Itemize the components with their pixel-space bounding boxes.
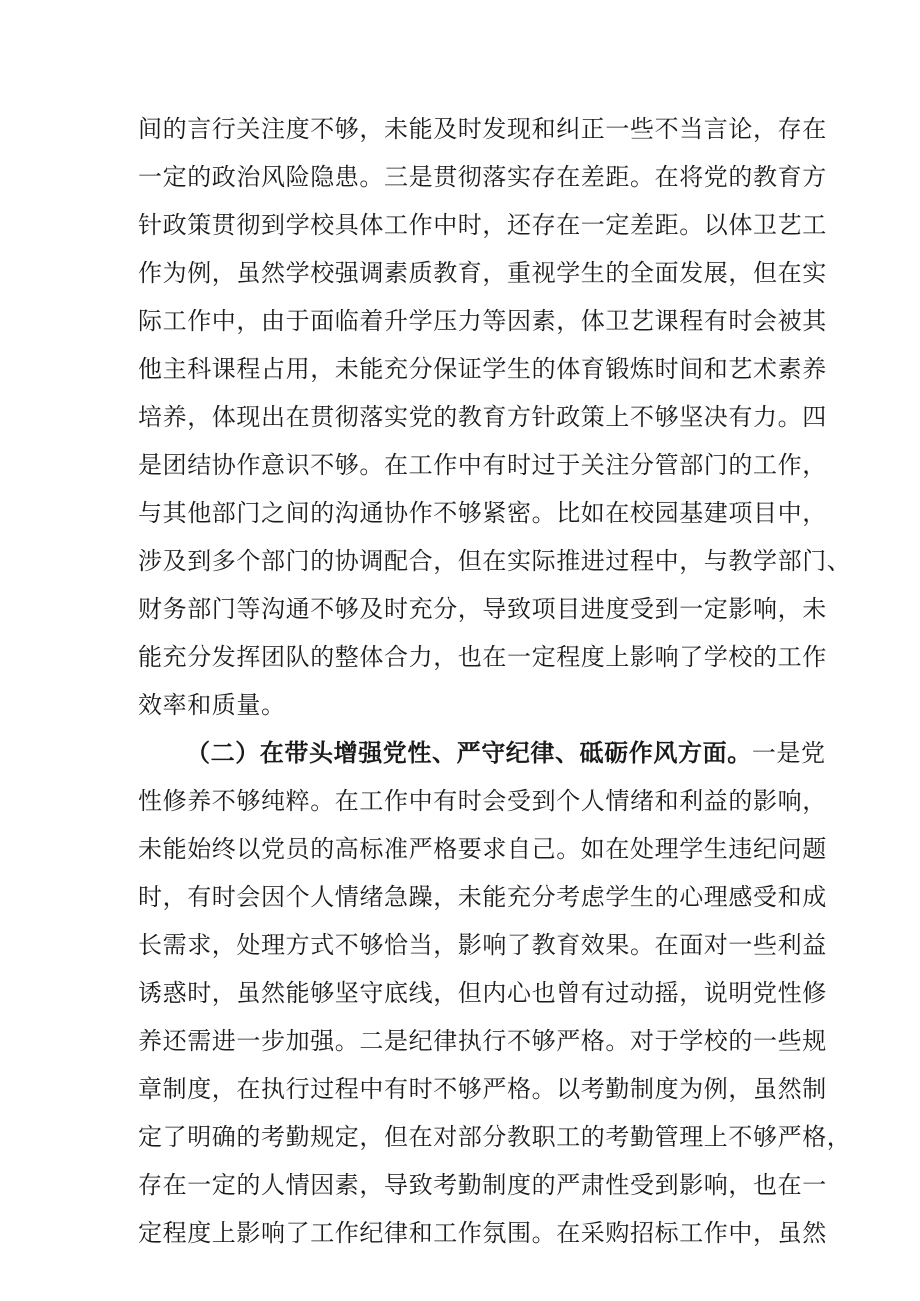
section-first-line [186,729,826,777]
text-line: 未能始终以党员的高标准严格要求自己。如在处理学生违纪问题 [138,835,827,863]
text-line: 定了明确的考勤规定，但在对部分教职工的考勤管理上不够严格， [138,1123,852,1151]
text-line: 诱惑时，虽然能够坚守底线，但内心也曾有过动摇，说明党性修 [138,979,827,1007]
text-line: 作为例，虽然学校强调素质教育，重视学生的全面发展，但在实 [138,259,827,287]
section-first-line-text: 一是党 [751,739,826,767]
text-line: 涉及到多个部门的协调配合，但在实际推进过程中，与教学部门、 [138,547,852,575]
section-heading: （二）在带头增强党性、严守纪律、砥砺作风方面。 [186,738,752,767]
text-line: 时，有时会因个人情绪急躁，未能充分考虑学生的心理感受和成 [138,883,827,911]
text-line: 际工作中，由于面临着升学压力等因素，体卫艺课程有时会被其 [138,307,827,335]
text-line: 存在一定的人情因素，导致考勤制度的严肃性受到影响，也在一 [138,1171,827,1199]
text-line: 章制度，在执行过程中有时不够严格。以考勤制度为例，虽然制 [138,1075,827,1103]
text-line: 与其他部门之间的沟通协作不够紧密。比如在校园基建项目中， [138,499,827,527]
text-line: 一定的政治风险隐患。三是贯彻落实存在差距。在将党的教育方 [138,163,827,191]
text-line: 能充分发挥团队的整体合力，也在一定程度上影响了学校的工作 [138,643,827,671]
text-line: 他主科课程占用，未能充分保证学生的体育锻炼时间和艺术素养 [138,355,827,383]
text-line: 针政策贯彻到学校具体工作中时，还存在一定差距。以体卫艺工 [138,211,827,239]
text-line: 效率和质量。 [138,691,286,719]
text-line: 长需求，处理方式不够恰当，影响了教育效果。在面对一些利益 [138,931,827,959]
text-line: 性修养不够纯粹。在工作中有时会受到个人情绪和利益的影响， [138,787,827,815]
text-line: 定程度上影响了工作纪律和工作氛围。在采购招标工作中，虽然 [138,1219,827,1247]
text-line: 是团结协作意识不够。在工作中有时过于关注分管部门的工作， [138,451,827,479]
text-line: 培养，体现出在贯彻落实党的教育方针政策上不够坚决有力。四 [138,403,827,431]
text-line: 养还需进一步加强。二是纪律执行不够严格。对于学校的一些规 [138,1027,827,1055]
text-line: 财务部门等沟通不够及时充分，导致项目进度受到一定影响，未 [138,595,827,623]
text-line: 间的言行关注度不够，未能及时发现和纠正一些不当言论，存在 [138,115,827,143]
